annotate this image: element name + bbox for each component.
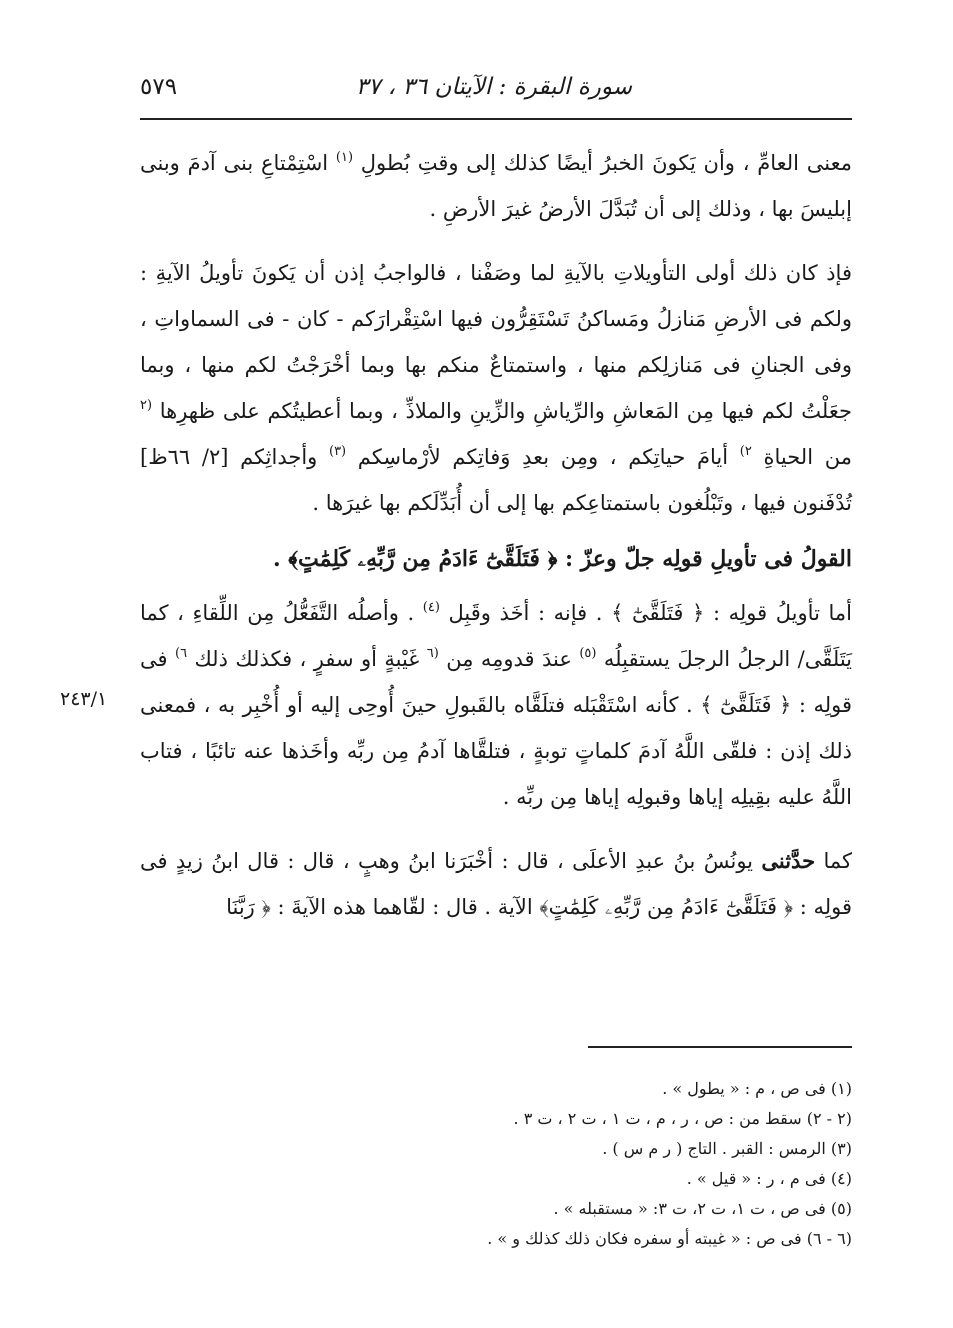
footnote-5: (٥) فى ص ، ت ١، ت ٢، ت ٣: « مستقبله » . [553, 1199, 852, 1218]
paragraph-1-text: معنى العامِّ ، وأن يَكونَ الخبرُ أيضًا كذلك إلى وقتِ بُطولِ [360, 151, 852, 175]
paragraph-3-text-e: فى قولِه : ﴿ فَتَلَقَّىٰٓ ﴾ . كأنه اسْتَقْبَله فتلَقَّاه بالقَبولِ حينَ أُوحِى إليه أو أُخْبِر به ، فمعنى ذلك إذن : فلقّى اللَّهُ آدمَ كلماتٍ توبةٍ ، فتلقَّاها آدمُ مِن ربِّه وأخَذها عنه تائبًا ، فتاب اللَّهُ عليه بقِيلِه إياها وقبولِه إياها مِن ربِّه . [140, 647, 852, 809]
paragraph-3-text-c: عندَ قدومِه مِن [446, 647, 572, 671]
paragraph-4 [140, 838, 852, 930]
footnote-1: (١) فى ص ، م : « يطول » . [662, 1079, 852, 1098]
paragraph-2-text-b: من الحياةِ [763, 445, 852, 469]
footnote-marker-2-open: (٢ [140, 398, 153, 413]
paragraph-3-text-a: أما تأويلُ قولِه : ﴿ فَتَلَقَّىٰٓ ﴾ . فإنه : أخَذ وقَبِل [448, 601, 852, 625]
footnote-marker-2-close: ٢) [739, 444, 752, 459]
footnotes [340, 1074, 852, 1254]
footnote-marker-4: (٤) [422, 600, 440, 615]
running-title: سورة البقرة : الآيتان ٣٦ ، ٣٧ [355, 74, 632, 100]
paragraph-1-text-cont: اسْتِمْتاعِ بنى آدمَ وبنى إبليسَ بها ، وذلك إلى أن تُبَدَّلَ الأرضُ غيرَ الأرضِ . [140, 151, 852, 221]
page-header [140, 70, 852, 114]
main-text [140, 140, 852, 930]
footnote-marker-3: (٣) [328, 444, 347, 459]
footnote-6: (٦ - ٦) فى ص : « غيبته أو سفره فكان ذلك كذلك و » . [487, 1229, 852, 1248]
paragraph-3 [140, 590, 852, 820]
header-divider [140, 118, 852, 120]
footnote-divider [588, 1046, 852, 1048]
footnote-marker-6-close: ٦) [174, 646, 188, 661]
footnote-marker-5: (٥) [579, 646, 597, 661]
footnote-2: (٢ - ٢) سقط من : ص ، ر ، م ، ت ١ ، ت ٢ ، ت ٣ . [513, 1109, 852, 1128]
section-heading: القولُ فى تأويلِ قولِه جلّ وعزّ : ﴿ فَتَلَقَّىٰٓ ءَادَمُ مِن رَّبِّهِۦ كَلِمَٰتٍ﴾ . [272, 546, 852, 572]
paragraph-2 [140, 250, 852, 526]
paragraph-4-text-a: كما [823, 849, 852, 873]
footnote-4: (٤) فى م ، ر : « قيل » . [686, 1169, 852, 1188]
footnote-marker-1: (١) [335, 150, 354, 165]
paragraph-3-text-b: . وأصلُه التَّفَعُّلُ مِن اللِّقاءِ ، كما يَتَلَقَّى/ الرجلُ الرجلَ يستقبِلُه [140, 601, 853, 671]
paragraph-2-text-a: فإذ كان ذلك أولى التأويلاتِ بالآيةِ لما وصَفْنا ، فالواجبُ إذن أن يَكونَ تأويلُ الآيةِ : ولكم فى الأرضِ مَنازلُ ومَساكنُ تَسْتَقِرُّون فيها اسْتِقْرارَكم - كان - فى السماواتِ ، وفى الجنانِ فى مَنازلِكم منها ، واستمتاعٌ منكم بها وبما أخْرَجْتُ لكم منها ، وبما جعَلْتُ لكم فيها مِن المَعاشِ والرِّياشِ والزِّينِ والملاذِّ ، وبما أعطيتُكم على ظهرِها [140, 261, 852, 423]
margin-reference: ٢٤٣/١ [60, 688, 108, 710]
paragraph-2-text-d: وأجداثِكم [٢/ ٦٦ظ] تُدْفَنون فيها ، وتَبْلُغون باستمتاعِكم بها إلى أن أُبَدِّلَكم بها غيرَها . [140, 445, 852, 515]
narration-verb: حدَّثنى [761, 848, 816, 873]
paragraph-2-text-c: أيامَ حياتِكم ، ومِن بعدِ وَفاتِكم لأرْماسِكم [357, 445, 729, 469]
paragraph-4-text-b: يونُسُ بنُ عبدِ الأعلَى ، قال : أخْبَرَنا ابنُ وهبٍ ، قال : قال ابنُ زيدٍ فى قولِه : ﴿ فَتَلَقَّىٰٓ ءَادَمُ مِن رَّبِّهِۦ كَلِمَٰتٍ﴾ الآية . قال : لقّاهما هذه الآيةَ : ﴿ رَبَّنَا [140, 849, 852, 919]
paragraph-3-text-d: غَيْبةٍ أو سفرٍ ، فكذلك ذلك [194, 647, 420, 671]
footnote-marker-6-open: (٦ [426, 646, 439, 661]
footnote-3: (٣) الرمس : القبر . التاج ( ر م س ) . [602, 1139, 852, 1158]
page-number: ٥٧٩ [140, 74, 178, 100]
paragraph-1 [140, 140, 852, 232]
